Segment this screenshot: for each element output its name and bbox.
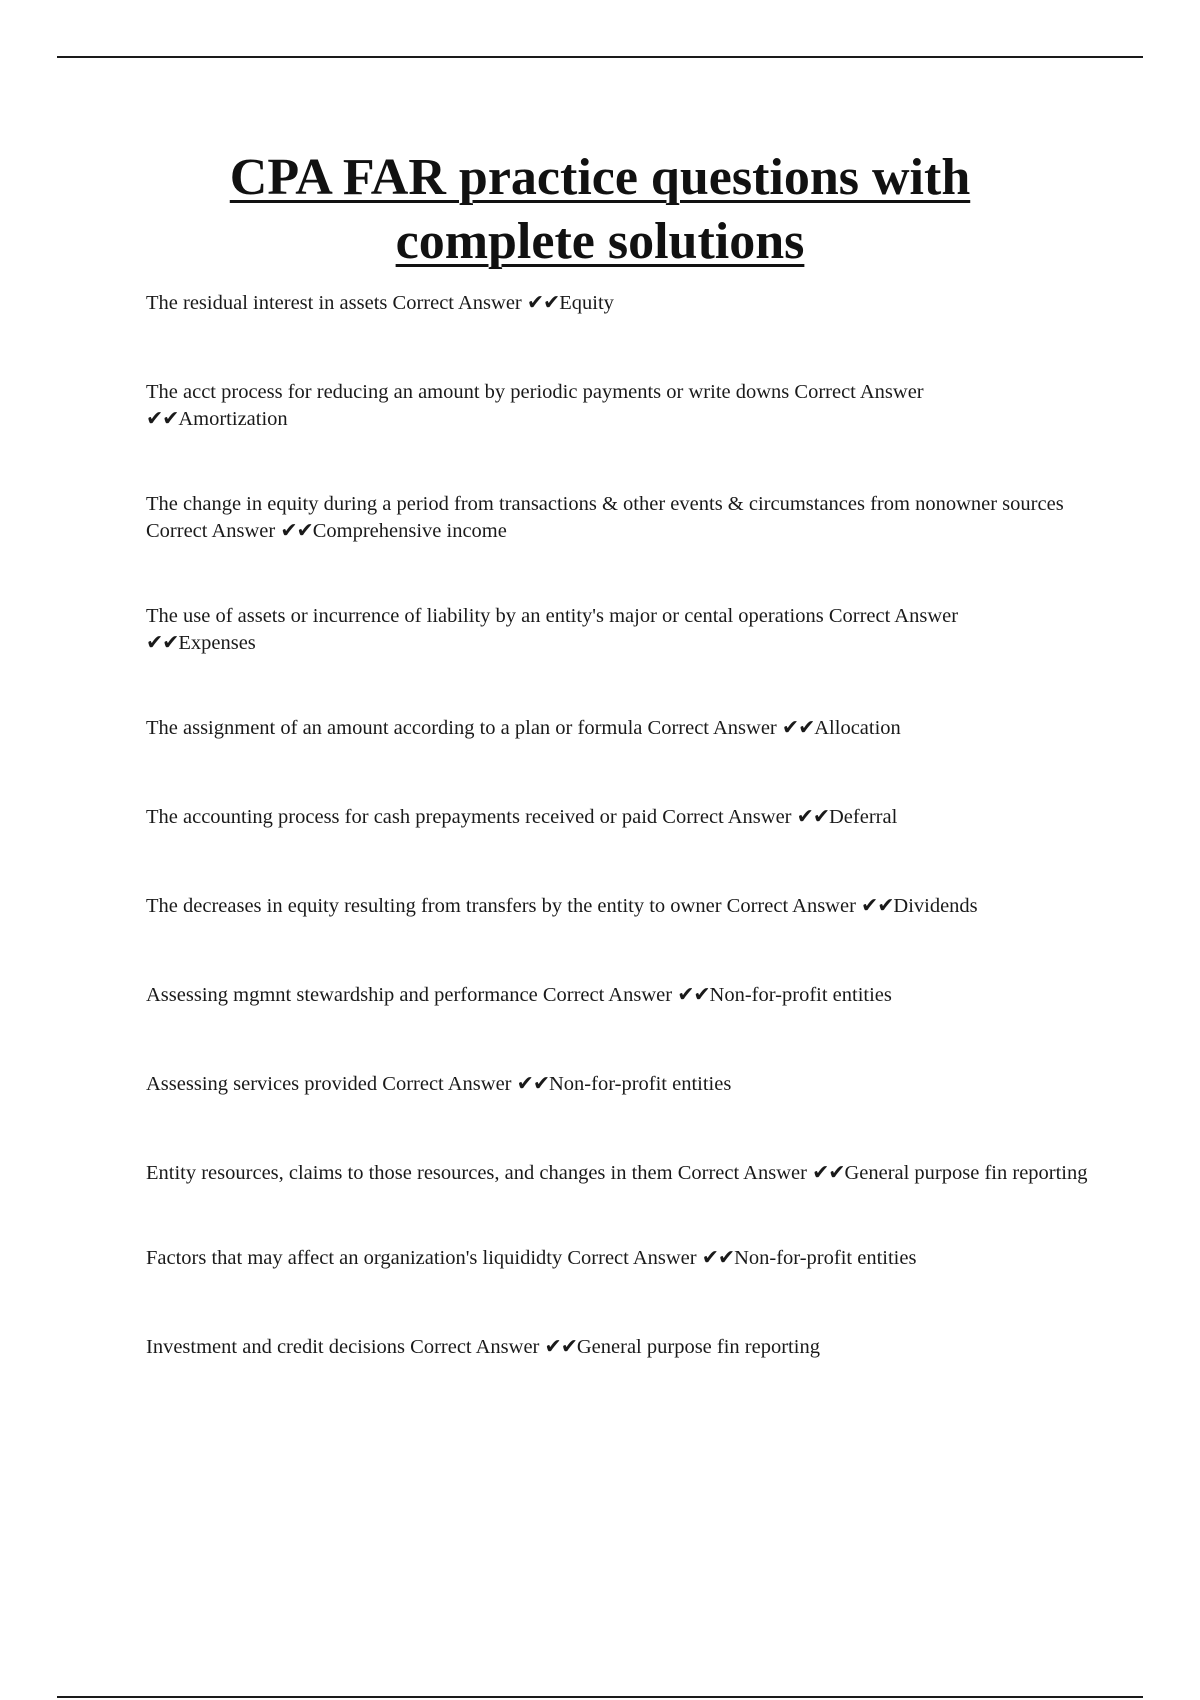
answer-text: Expenses: [178, 632, 256, 654]
check-icon: ✔✔: [701, 1247, 735, 1269]
check-icon: ✔✔: [516, 1073, 549, 1095]
answer-text: Dividends: [893, 895, 978, 917]
qa-list: [146, 290, 1096, 1423]
question-text: The assignment of an amount according to a plan or formula: [146, 717, 643, 739]
answer-text: Equity: [559, 292, 614, 314]
check-icon: ✔✔: [146, 632, 179, 654]
answer-text: Non-for-profit entities: [549, 1073, 732, 1095]
title-line-2: complete solutions: [395, 213, 805, 270]
answer-marker: Correct Answer: [726, 895, 856, 917]
answer-marker: Correct Answer: [677, 1162, 807, 1184]
check-icon: ✔✔: [796, 806, 829, 828]
qa-item: [146, 982, 1096, 1009]
answer-marker: Correct Answer: [794, 381, 924, 403]
qa-item: [146, 1160, 1096, 1187]
answer-marker: Correct Answer: [567, 1247, 697, 1269]
check-icon: ✔✔: [526, 292, 560, 314]
check-icon: ✔✔: [781, 717, 815, 739]
bottom-divider: [57, 1696, 1143, 1698]
answer-text: Deferral: [829, 806, 898, 828]
qa-item: [146, 715, 1096, 742]
check-icon: ✔✔: [861, 895, 894, 917]
question-text: The use of assets or incurrence of liability by an entity's major or cental operations: [146, 605, 824, 627]
answer-marker: Correct Answer: [542, 984, 673, 1006]
answer-marker: Correct Answer: [392, 292, 522, 314]
answer-marker: Correct Answer: [410, 1336, 540, 1358]
check-icon: ✔✔: [544, 1336, 577, 1358]
answer-text: General purpose fin reporting: [844, 1162, 1088, 1184]
answer-marker: Correct Answer: [828, 605, 959, 627]
qa-item: [146, 491, 1096, 545]
answer-marker: Correct Answer: [146, 520, 276, 542]
check-icon: ✔✔: [677, 984, 710, 1006]
qa-item: [146, 379, 1096, 433]
answer-text: Amortization: [178, 408, 288, 430]
question-text: The decreases in equity resulting from transfers by the entity to owner: [146, 895, 722, 917]
document-title: [100, 146, 1100, 274]
check-icon: ✔✔: [146, 408, 179, 430]
answer-marker: Correct Answer: [382, 1073, 512, 1095]
check-icon: ✔✔: [812, 1162, 845, 1184]
qa-item: [146, 1245, 1096, 1272]
qa-item: [146, 1071, 1096, 1098]
question-text: Assessing services provided: [146, 1073, 378, 1095]
answer-marker: Correct Answer: [662, 806, 792, 828]
qa-item: [146, 603, 1096, 657]
answer-marker: Correct Answer: [647, 717, 777, 739]
qa-item: [146, 1334, 1096, 1361]
question-text: Assessing mgmnt stewardship and performance: [146, 984, 538, 1006]
question-text: The residual interest in assets: [146, 292, 388, 314]
qa-item: [146, 290, 1096, 317]
question-text: Entity resources, claims to those resources, and changes in them: [146, 1162, 673, 1184]
title-line-1: CPA FAR practice questions with: [229, 149, 971, 206]
check-icon: ✔✔: [280, 520, 313, 542]
answer-text: Allocation: [814, 717, 901, 739]
top-divider: [57, 56, 1143, 58]
answer-text: Comprehensive income: [312, 520, 507, 542]
question-text: The acct process for reducing an amount by periodic payments or write downs: [146, 381, 790, 403]
question-text: The accounting process for cash prepayments received or paid: [146, 806, 658, 828]
answer-text: General purpose fin reporting: [576, 1336, 820, 1358]
qa-item: [146, 804, 1096, 831]
qa-item: [146, 893, 1096, 920]
question-text: The change in equity during a period from transactions & other events & circumstances from nonowner sources: [146, 493, 1064, 515]
question-text: Investment and credit decisions: [146, 1336, 406, 1358]
question-text: Factors that may affect an organization's liquididty: [146, 1247, 563, 1269]
answer-text: Non-for-profit entities: [734, 1247, 917, 1269]
answer-text: Non-for-profit entities: [709, 984, 892, 1006]
